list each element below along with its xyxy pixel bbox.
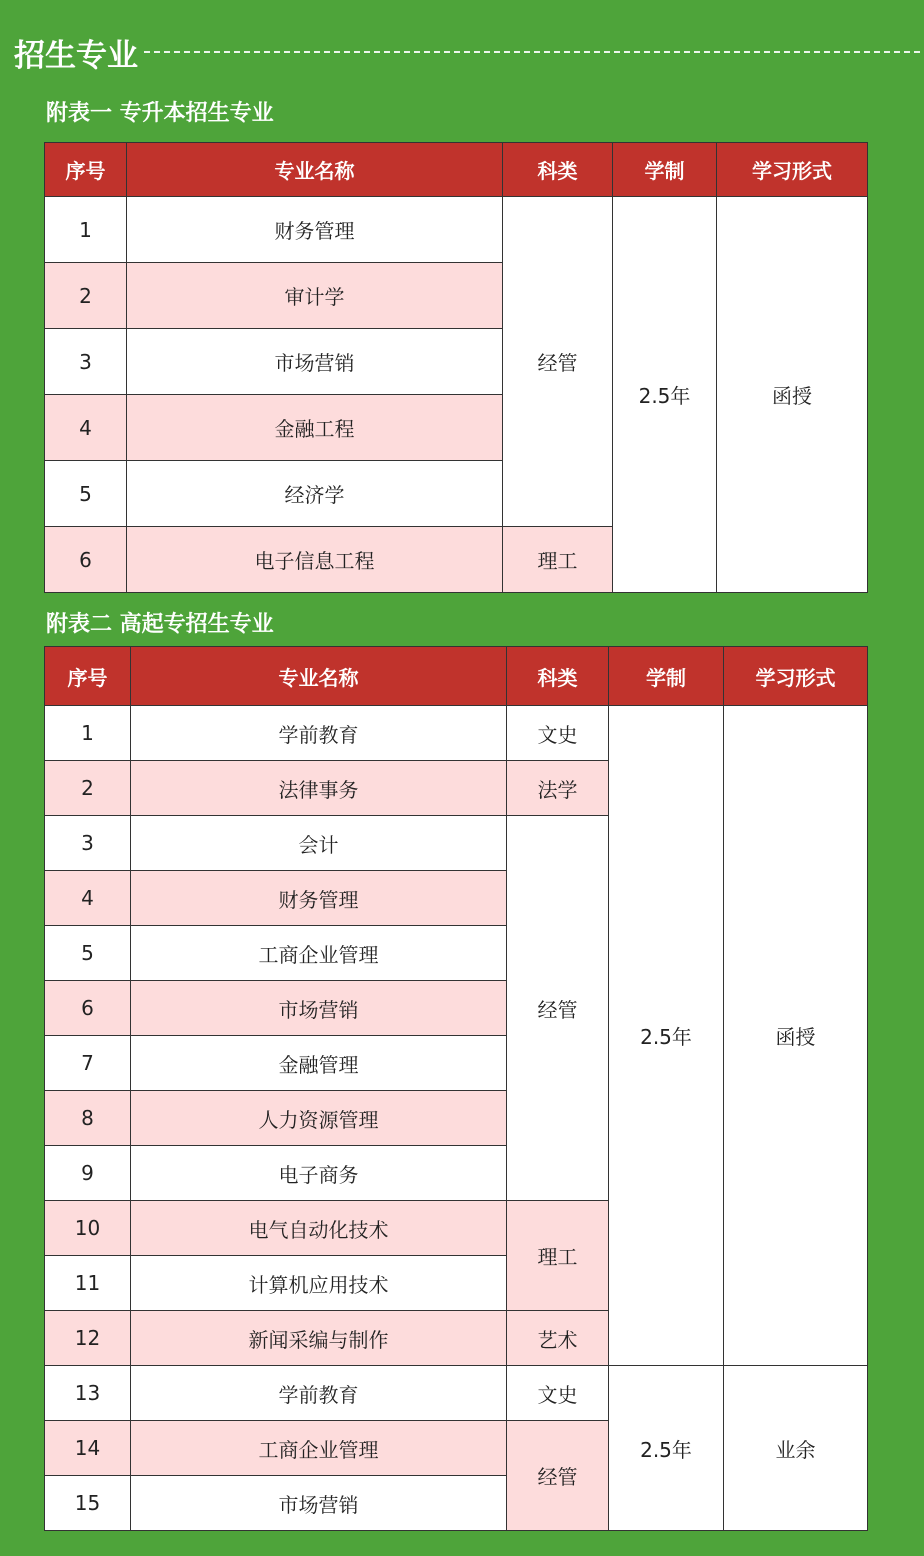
category-cell: 艺术 [507, 1311, 609, 1366]
table-row [45, 706, 868, 761]
table-row [45, 1366, 868, 1421]
category-cell: 理工 [503, 527, 613, 593]
row-no: 3 [45, 816, 131, 871]
table-diploma-majors [44, 646, 868, 1531]
header-category: 科类 [503, 143, 613, 197]
row-major: 市场营销 [131, 1476, 507, 1531]
row-no: 6 [45, 981, 131, 1036]
row-major: 学前教育 [131, 1366, 507, 1421]
category-cell: 理工 [507, 1201, 609, 1311]
header-category: 科类 [507, 647, 609, 706]
row-major: 法律事务 [131, 761, 507, 816]
header-major: 专业名称 [131, 647, 507, 706]
row-major: 金融工程 [127, 395, 503, 461]
row-major: 市场营销 [127, 329, 503, 395]
table-header-row [45, 647, 868, 706]
row-no: 14 [45, 1421, 131, 1476]
row-no: 8 [45, 1091, 131, 1146]
header-no: 序号 [45, 647, 131, 706]
study-form-cell: 业余 [724, 1366, 868, 1531]
row-major: 工商企业管理 [131, 926, 507, 981]
page-title: 招生专业 [14, 37, 138, 74]
row-major: 审计学 [127, 263, 503, 329]
row-major: 财务管理 [131, 871, 507, 926]
duration-cell: 2.5年 [609, 706, 724, 1366]
row-major: 学前教育 [131, 706, 507, 761]
category-cell: 文史 [507, 706, 609, 761]
header-duration: 学制 [613, 143, 717, 197]
category-cell: 经管 [503, 197, 613, 527]
row-major: 工商企业管理 [131, 1421, 507, 1476]
row-no: 4 [45, 871, 131, 926]
table-header-row [45, 143, 868, 197]
duration-cell: 2.5年 [613, 197, 717, 593]
table-upgrade-majors [44, 142, 868, 593]
table2-title: 附表二 高起专招生专业 [46, 612, 274, 637]
header-no: 序号 [45, 143, 127, 197]
row-major: 人力资源管理 [131, 1091, 507, 1146]
row-major: 新闻采编与制作 [131, 1311, 507, 1366]
row-no: 5 [45, 461, 127, 527]
category-cell: 经管 [507, 1421, 609, 1531]
study-form-cell: 函授 [724, 706, 868, 1366]
row-major: 电气自动化技术 [131, 1201, 507, 1256]
row-no: 3 [45, 329, 127, 395]
row-major: 财务管理 [127, 197, 503, 263]
category-cell: 文史 [507, 1366, 609, 1421]
row-no: 4 [45, 395, 127, 461]
row-no: 7 [45, 1036, 131, 1091]
row-major: 经济学 [127, 461, 503, 527]
study-form-cell: 函授 [717, 197, 868, 593]
row-major: 电子信息工程 [127, 527, 503, 593]
row-no: 5 [45, 926, 131, 981]
row-no: 1 [45, 197, 127, 263]
header-duration: 学制 [609, 647, 724, 706]
header-major: 专业名称 [127, 143, 503, 197]
table1-title: 附表一 专升本招生专业 [46, 101, 274, 126]
row-no: 10 [45, 1201, 131, 1256]
header-form: 学习形式 [724, 647, 868, 706]
duration-cell: 2.5年 [609, 1366, 724, 1531]
row-no: 2 [45, 761, 131, 816]
row-no: 9 [45, 1146, 131, 1201]
row-major: 市场营销 [131, 981, 507, 1036]
row-no: 12 [45, 1311, 131, 1366]
table-row [45, 197, 868, 263]
row-no: 15 [45, 1476, 131, 1531]
category-cell: 法学 [507, 761, 609, 816]
header-form: 学习形式 [717, 143, 868, 197]
row-major: 会计 [131, 816, 507, 871]
category-cell: 经管 [507, 816, 609, 1201]
row-major: 计算机应用技术 [131, 1256, 507, 1311]
row-no: 1 [45, 706, 131, 761]
row-major: 电子商务 [131, 1146, 507, 1201]
section-header [14, 30, 920, 74]
row-no: 2 [45, 263, 127, 329]
row-no: 11 [45, 1256, 131, 1311]
dashed-divider [144, 51, 920, 53]
row-no: 13 [45, 1366, 131, 1421]
row-no: 6 [45, 527, 127, 593]
row-major: 金融管理 [131, 1036, 507, 1091]
